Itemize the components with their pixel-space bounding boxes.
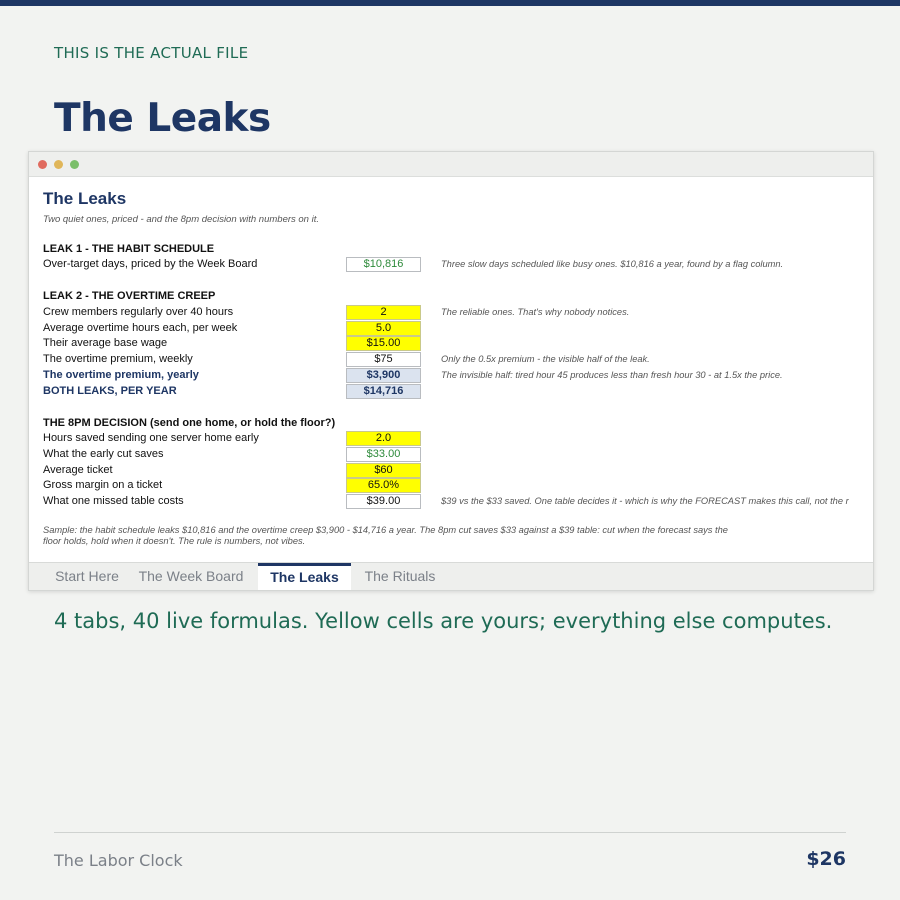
section-heading-row [29, 242, 873, 258]
section-heading: LEAK 2 - THE OVERTIME CREEP [43, 290, 216, 302]
table-row [29, 447, 873, 463]
row-note: $39 vs the $33 saved. One table decides it - which is why the FORECAST makes this call, not the r [441, 496, 849, 506]
row-note: The invisible half: tired hour 45 produces less than fresh hour 30 - at 1.5x the price. [441, 370, 783, 380]
table-row [29, 321, 873, 337]
input-cell[interactable]: $15.00 [346, 336, 421, 351]
table-row [29, 336, 873, 352]
value-cell[interactable]: $75 [346, 352, 421, 367]
table-row [29, 352, 873, 368]
input-cell[interactable]: 5.0 [346, 321, 421, 336]
row-label: Gross margin on a ticket [43, 479, 163, 491]
spreadsheet-window [28, 151, 874, 591]
input-cell[interactable]: $60 [346, 463, 421, 478]
row-label: BOTH LEAKS, PER YEAR [43, 385, 177, 397]
tab-the-leaks[interactable]: The Leaks [258, 563, 351, 591]
row-label: Average ticket [43, 464, 113, 476]
table-row [29, 368, 873, 384]
table-row [29, 305, 873, 321]
tab-the-rituals[interactable]: The Rituals [364, 568, 436, 584]
value-cell[interactable]: $10,816 [346, 257, 421, 272]
sample-note-line: floor holds, hold when it doesn't. The rule is numbers, not vibes. [43, 536, 306, 546]
row-label: Their average base wage [43, 337, 168, 349]
row-label: Hours saved sending one server home early [43, 432, 259, 444]
total-cell[interactable]: $3,900 [346, 368, 421, 383]
eyebrow-label: THIS IS THE ACTUAL FILE [54, 44, 249, 62]
tab-the-week-board[interactable]: The Week Board [138, 568, 244, 584]
total-cell[interactable]: $14,716 [346, 384, 421, 399]
minimize-dot-icon[interactable] [54, 160, 63, 169]
value-cell[interactable]: $39.00 [346, 494, 421, 509]
sample-note [43, 525, 763, 547]
row-note: Three slow days scheduled like busy ones. $10,816 a year, found by a flag column. [441, 259, 784, 269]
row-note: The reliable ones. That's why nobody notices. [441, 307, 630, 317]
table-row [29, 257, 873, 273]
row-label: Crew members regularly over 40 hours [43, 306, 234, 318]
table-row [29, 431, 873, 447]
value-cell[interactable]: $33.00 [346, 447, 421, 462]
table-row [29, 478, 873, 494]
section-heading: LEAK 1 - THE HABIT SCHEDULE [43, 243, 215, 255]
top-accent-bar [0, 0, 900, 6]
input-cell[interactable]: 65.0% [346, 478, 421, 493]
row-label: Over-target days, priced by the Week Board [43, 258, 258, 270]
row-label: What one missed table costs [43, 495, 184, 507]
section-heading-row [29, 416, 873, 432]
row-note: Only the 0.5x premium - the visible half of the leak. [441, 354, 650, 364]
sheet-subtitle: Two quiet ones, priced - and the 8pm decision with numbers on it. [43, 214, 319, 225]
tab-start-here[interactable]: Start Here [55, 568, 119, 584]
row-label: The overtime premium, yearly [43, 369, 199, 381]
row-label: Average overtime hours each, per week [43, 322, 238, 334]
table-row [29, 463, 873, 479]
caption: 4 tabs, 40 live formulas. Yellow cells are yours; everything else computes. [54, 609, 833, 633]
footer-divider [54, 832, 846, 833]
sample-note-line: Sample: the habit schedule leaks $10,816 and the overtime creep $3,900 - $14,716 a year. The 8pm cut saves $33 against a $39 table: cut when the forecast says the [43, 525, 728, 535]
input-cell[interactable]: 2 [346, 305, 421, 320]
page-title: The Leaks [54, 96, 271, 141]
section-heading-row [29, 289, 873, 305]
sheet-title: The Leaks [43, 189, 127, 208]
close-dot-icon[interactable] [38, 160, 47, 169]
section-heading: THE 8PM DECISION (send one home, or hold the floor?) [43, 417, 336, 429]
window-titlebar [29, 152, 873, 177]
sheet-area [29, 177, 873, 562]
sheet-tab-bar [29, 562, 873, 591]
zoom-dot-icon[interactable] [70, 160, 79, 169]
input-cell[interactable]: 2.0 [346, 431, 421, 446]
row-label: The overtime premium, weekly [43, 353, 193, 365]
product-name: The Labor Clock [54, 851, 183, 870]
price-label: $26 [806, 848, 846, 870]
table-row [29, 384, 873, 400]
row-label: What the early cut saves [43, 448, 164, 460]
table-row [29, 494, 873, 510]
